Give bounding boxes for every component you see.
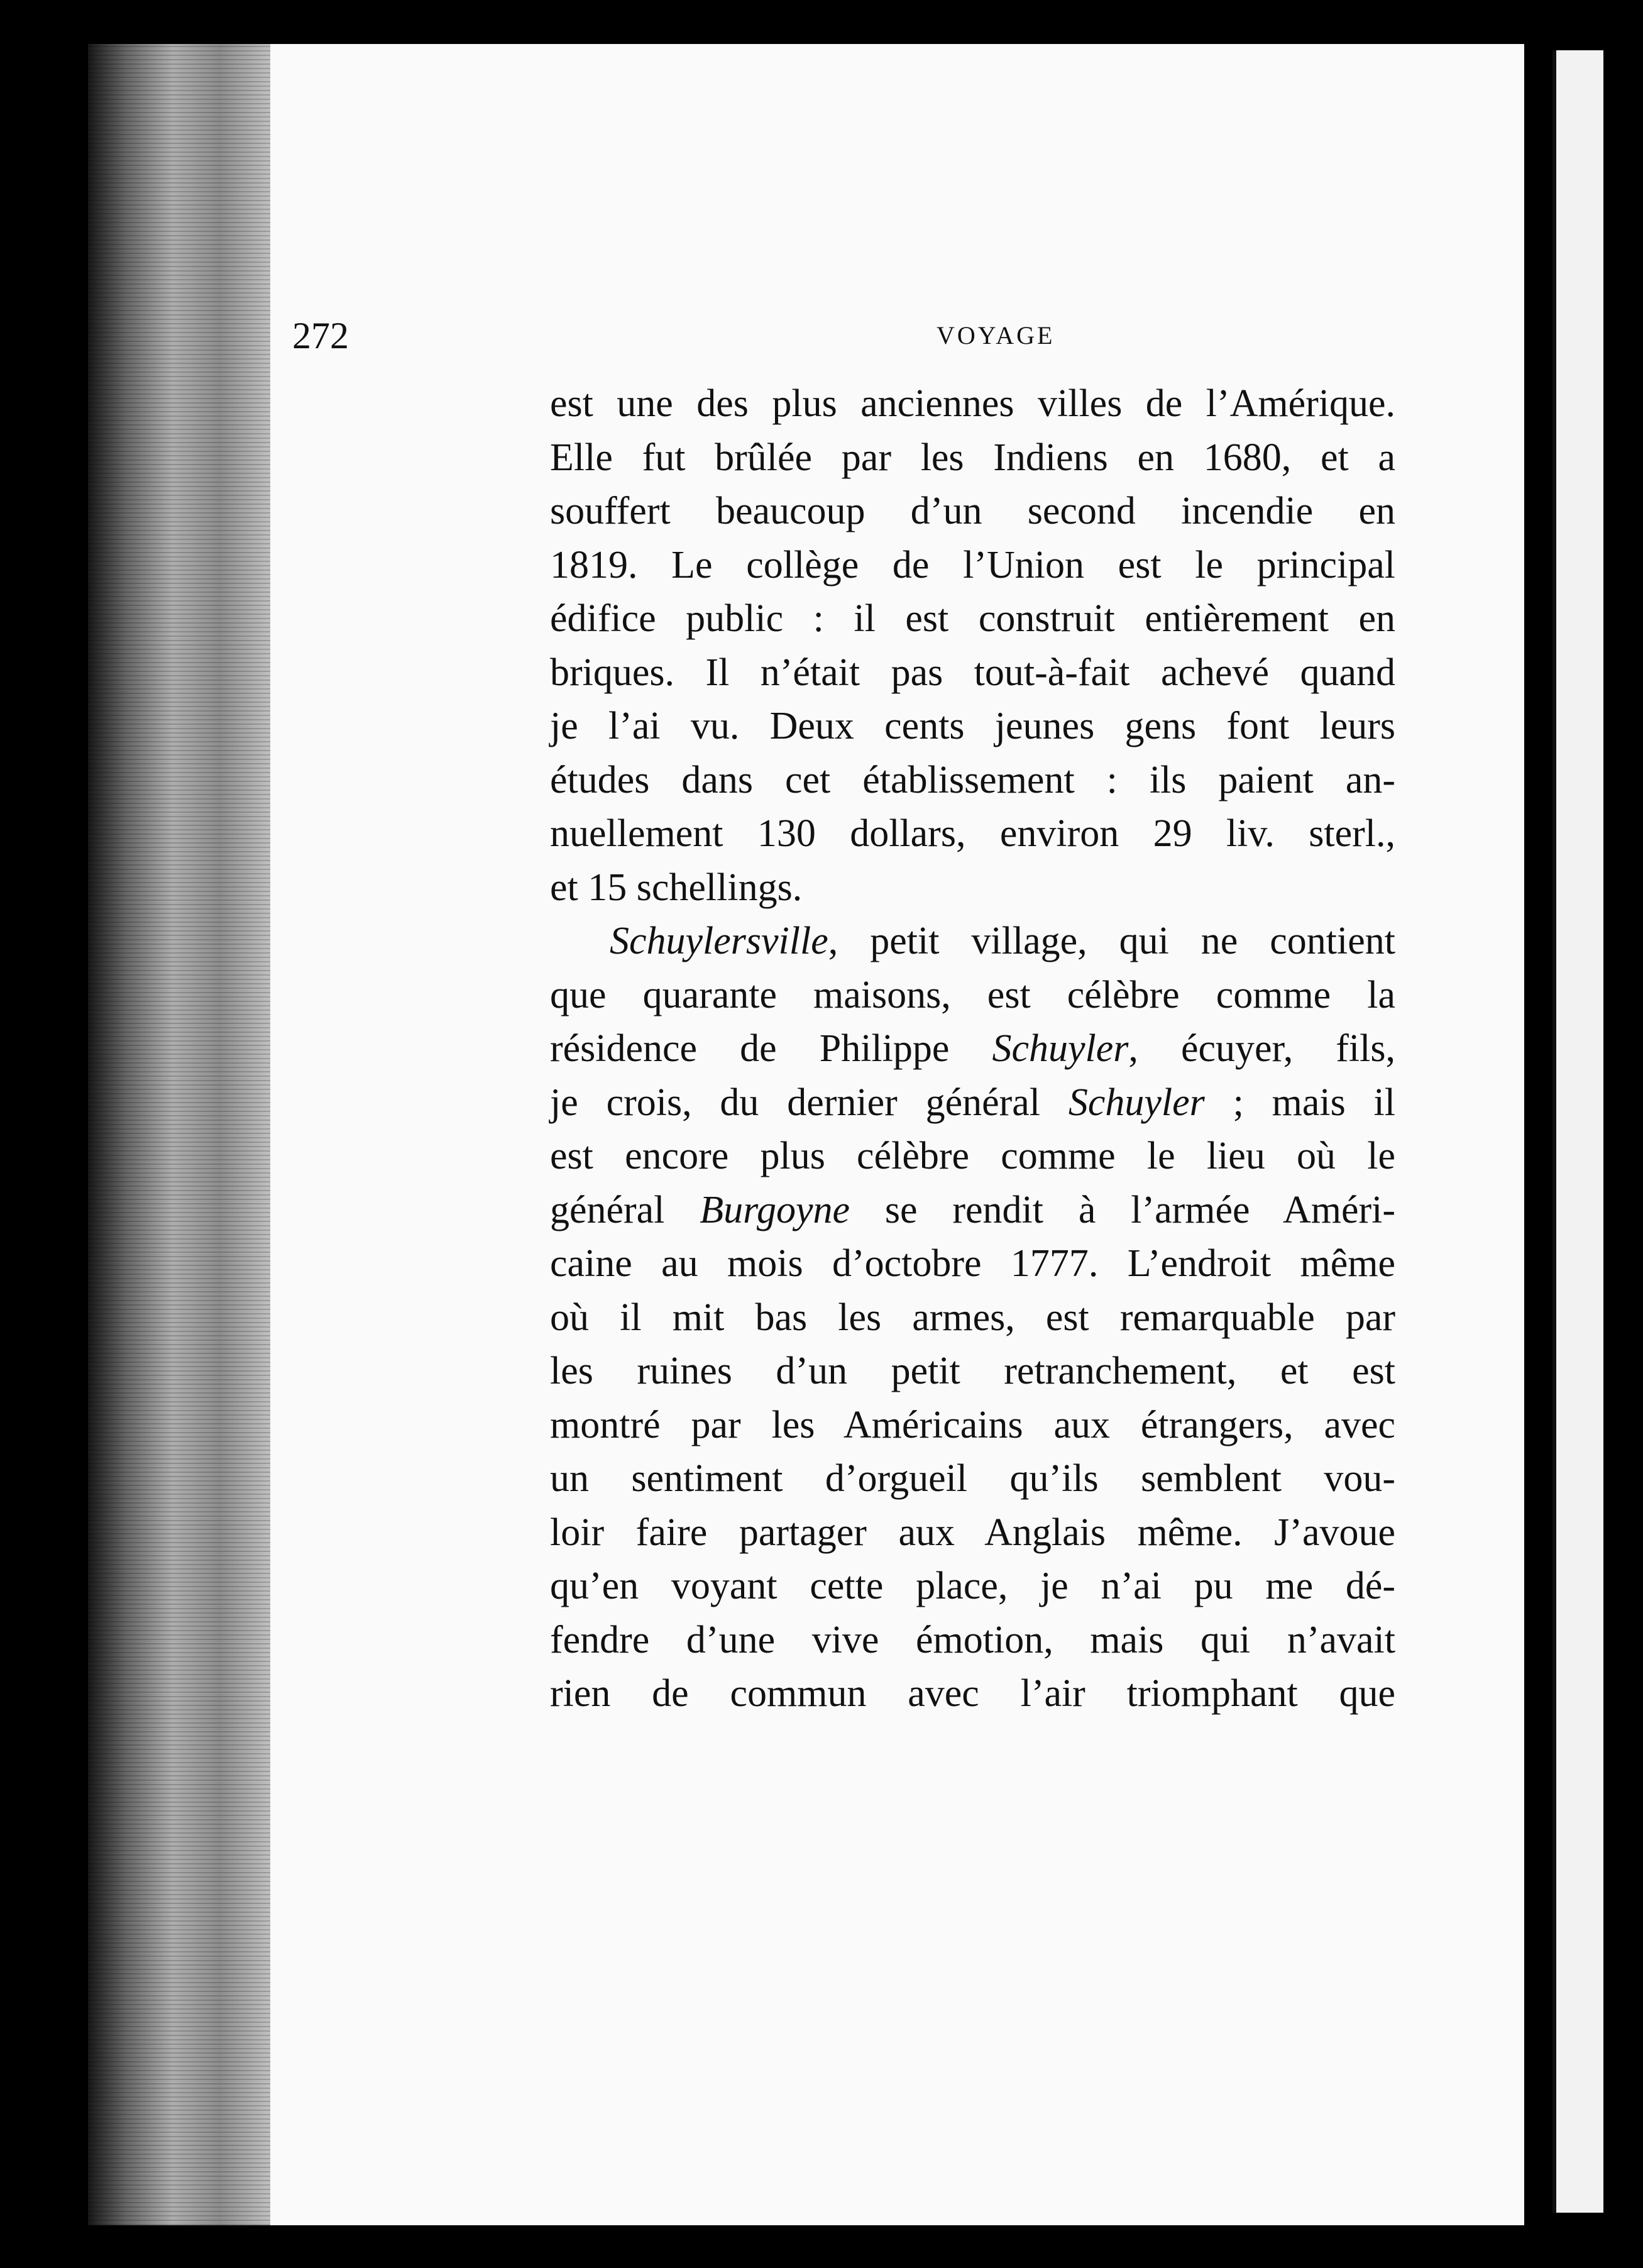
text-line: je crois, du dernier général Schuyler ; mais il bbox=[550, 1081, 1395, 1124]
text-line: que quarante maisons, est célèbre comme la bbox=[550, 973, 1395, 1016]
text-line: les ruines d’un petit retranchement, et est bbox=[550, 1350, 1395, 1392]
running-head: VOYAGE bbox=[937, 321, 1055, 350]
text-line: et 15 schellings. bbox=[550, 866, 803, 909]
text-line: un sentiment d’orgueil qu’ils semblent vou- bbox=[550, 1457, 1395, 1500]
text-line: je l’ai vu. Deux cents jeunes gens font leurs bbox=[550, 705, 1395, 747]
text-line: études dans cet établissement : ils paient an- bbox=[550, 758, 1395, 801]
text-line: est une des plus anciennes villes de l’Amérique. bbox=[550, 382, 1395, 425]
person-name: Burgoyne bbox=[700, 1188, 850, 1231]
text-line: général Burgoyne se rendit à l’armée Améri- bbox=[550, 1188, 1395, 1231]
text-line: caine au mois d’octobre 1777. L’endroit même bbox=[550, 1242, 1395, 1285]
text-line: nuellement 130 dollars, environ 29 liv. sterl., bbox=[550, 812, 1395, 855]
text-line: résidence de Philippe Schuyler, écuyer, fils, bbox=[550, 1027, 1395, 1070]
text-line: est encore plus célèbre comme le lieu où le bbox=[550, 1135, 1395, 1177]
person-name: Schuyler bbox=[992, 1027, 1129, 1070]
text-line: souffert beaucoup d’un second incendie en bbox=[550, 490, 1395, 532]
text-line: montré par les Américains aux étrangers, avec bbox=[550, 1403, 1395, 1446]
text-line: où il mit bas les armes, est remarquable par bbox=[550, 1296, 1395, 1339]
page-number: 272 bbox=[292, 315, 349, 356]
text-line: rien de commun avec l’air triomphant que bbox=[550, 1672, 1395, 1715]
text-line: Elle fut brûlée par les Indiens en 1680, et a bbox=[550, 436, 1395, 479]
text-line: briques. Il n’était pas tout-à-fait achevé quand bbox=[550, 651, 1395, 694]
person-name: Schuyler bbox=[1068, 1081, 1205, 1124]
text-line: 1819. Le collège de l’Union est le principal bbox=[550, 543, 1395, 586]
text-line: fendre d’une vive émotion, mais qui n’avait bbox=[550, 1618, 1395, 1661]
body-text bbox=[550, 377, 1395, 1721]
facing-page-edge bbox=[1552, 50, 1603, 2213]
place-name: Schuylersville bbox=[610, 920, 828, 962]
book-edge bbox=[88, 44, 277, 2225]
text-line: édifice public : il est construit entièrement en bbox=[550, 597, 1395, 640]
text-line: loir faire partager aux Anglais même. J’avoue bbox=[550, 1511, 1395, 1554]
text-line: Schuylersville, petit village, qui ne contient bbox=[610, 920, 1395, 962]
text-line: qu’en voyant cette place, je n’ai pu me dé- bbox=[550, 1565, 1395, 1607]
